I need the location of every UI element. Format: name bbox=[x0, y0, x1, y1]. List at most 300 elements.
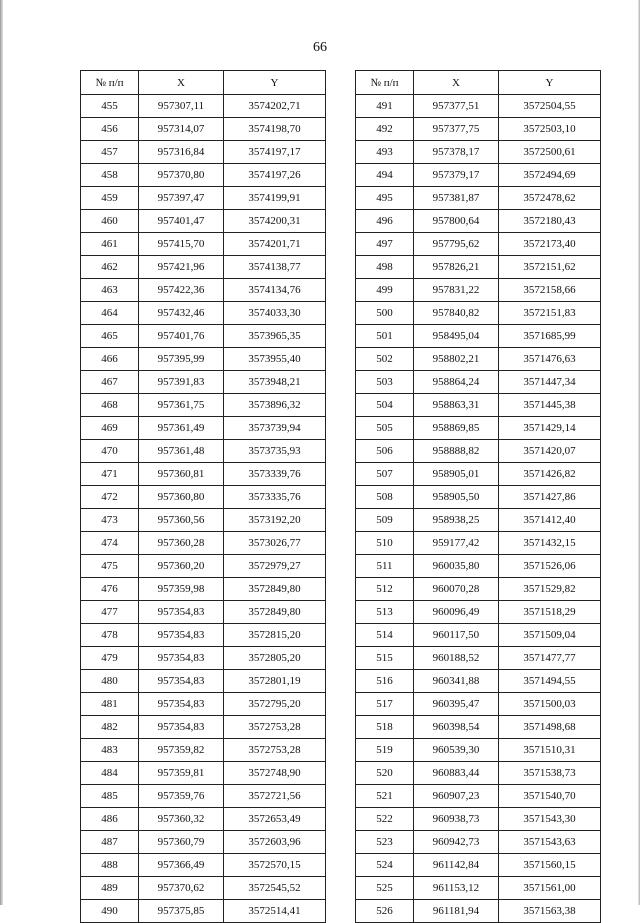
y-coordinate-cell: 3573026,77 bbox=[224, 532, 326, 555]
table-row bbox=[81, 279, 326, 302]
x-coordinate-cell: 957375,85 bbox=[139, 900, 224, 923]
point-number-cell: 495 bbox=[356, 187, 414, 210]
point-number-cell: 511 bbox=[356, 555, 414, 578]
x-coordinate-cell: 957401,47 bbox=[139, 210, 224, 233]
y-coordinate-cell: 3573948,21 bbox=[224, 371, 326, 394]
y-coordinate-cell: 3572801,19 bbox=[224, 670, 326, 693]
point-number-cell: 523 bbox=[356, 831, 414, 854]
x-coordinate-cell: 957360,80 bbox=[139, 486, 224, 509]
y-coordinate-cell: 3572180,43 bbox=[499, 210, 601, 233]
point-number-cell: 497 bbox=[356, 233, 414, 256]
point-number-cell: 476 bbox=[81, 578, 139, 601]
table-row bbox=[81, 348, 326, 371]
x-coordinate-cell: 960070,28 bbox=[414, 578, 499, 601]
point-number-cell: 486 bbox=[81, 808, 139, 831]
point-number-cell: 506 bbox=[356, 440, 414, 463]
y-coordinate-cell: 3572151,62 bbox=[499, 256, 601, 279]
x-coordinate-cell: 958495,04 bbox=[414, 325, 499, 348]
point-number-cell: 521 bbox=[356, 785, 414, 808]
y-coordinate-cell: 3572151,83 bbox=[499, 302, 601, 325]
header-num: № п/п bbox=[356, 71, 414, 95]
x-coordinate-cell: 957360,32 bbox=[139, 808, 224, 831]
scan-edge-left bbox=[0, 0, 3, 905]
table-row bbox=[356, 394, 601, 417]
header-x: X bbox=[139, 71, 224, 95]
table-row bbox=[81, 647, 326, 670]
x-coordinate-cell: 960395,47 bbox=[414, 693, 499, 716]
y-coordinate-cell: 3571526,06 bbox=[499, 555, 601, 578]
x-coordinate-cell: 957360,28 bbox=[139, 532, 224, 555]
table-row bbox=[81, 670, 326, 693]
y-coordinate-cell: 3571561,00 bbox=[499, 877, 601, 900]
y-coordinate-cell: 3571427,86 bbox=[499, 486, 601, 509]
table-row bbox=[81, 532, 326, 555]
point-number-cell: 496 bbox=[356, 210, 414, 233]
x-coordinate-cell: 957422,36 bbox=[139, 279, 224, 302]
x-coordinate-cell: 958905,50 bbox=[414, 486, 499, 509]
table-row bbox=[356, 233, 601, 256]
point-number-cell: 492 bbox=[356, 118, 414, 141]
point-number-cell: 461 bbox=[81, 233, 139, 256]
point-number-cell: 471 bbox=[81, 463, 139, 486]
table-row bbox=[81, 302, 326, 325]
table-row bbox=[356, 463, 601, 486]
table-row bbox=[356, 555, 601, 578]
x-coordinate-cell: 957359,98 bbox=[139, 578, 224, 601]
point-number-cell: 487 bbox=[81, 831, 139, 854]
x-coordinate-cell: 957432,46 bbox=[139, 302, 224, 325]
table-row bbox=[356, 187, 601, 210]
table-row bbox=[356, 900, 601, 923]
x-coordinate-cell: 957401,76 bbox=[139, 325, 224, 348]
x-coordinate-cell: 961142,84 bbox=[414, 854, 499, 877]
x-coordinate-cell: 957354,83 bbox=[139, 716, 224, 739]
table-row bbox=[356, 118, 601, 141]
table-row bbox=[81, 256, 326, 279]
x-coordinate-cell: 960883,44 bbox=[414, 762, 499, 785]
header-y: Y bbox=[224, 71, 326, 95]
y-coordinate-cell: 3574134,76 bbox=[224, 279, 326, 302]
point-number-cell: 462 bbox=[81, 256, 139, 279]
x-coordinate-cell: 957316,84 bbox=[139, 141, 224, 164]
y-coordinate-cell: 3574197,26 bbox=[224, 164, 326, 187]
table-row bbox=[356, 371, 601, 394]
y-coordinate-cell: 3573896,32 bbox=[224, 394, 326, 417]
x-coordinate-cell: 957391,83 bbox=[139, 371, 224, 394]
point-number-cell: 517 bbox=[356, 693, 414, 716]
table-row bbox=[81, 417, 326, 440]
point-number-cell: 457 bbox=[81, 141, 139, 164]
x-coordinate-cell: 957366,49 bbox=[139, 854, 224, 877]
point-number-cell: 472 bbox=[81, 486, 139, 509]
y-coordinate-cell: 3571518,29 bbox=[499, 601, 601, 624]
x-coordinate-cell: 961181,94 bbox=[414, 900, 499, 923]
point-number-cell: 482 bbox=[81, 716, 139, 739]
y-coordinate-cell: 3572504,55 bbox=[499, 95, 601, 118]
y-coordinate-cell: 3571447,34 bbox=[499, 371, 601, 394]
table-body-right bbox=[356, 71, 601, 923]
point-number-cell: 466 bbox=[81, 348, 139, 371]
x-coordinate-cell: 957359,82 bbox=[139, 739, 224, 762]
table-row bbox=[81, 900, 326, 923]
x-coordinate-cell: 960942,73 bbox=[414, 831, 499, 854]
point-number-cell: 489 bbox=[81, 877, 139, 900]
point-number-cell: 520 bbox=[356, 762, 414, 785]
point-number-cell: 459 bbox=[81, 187, 139, 210]
y-coordinate-cell: 3574033,30 bbox=[224, 302, 326, 325]
point-number-cell: 518 bbox=[356, 716, 414, 739]
point-number-cell: 469 bbox=[81, 417, 139, 440]
point-number-cell: 514 bbox=[356, 624, 414, 647]
table-row bbox=[81, 854, 326, 877]
y-coordinate-cell: 3572653,49 bbox=[224, 808, 326, 831]
point-number-cell: 512 bbox=[356, 578, 414, 601]
point-number-cell: 509 bbox=[356, 509, 414, 532]
table-row bbox=[356, 325, 601, 348]
x-coordinate-cell: 960188,52 bbox=[414, 647, 499, 670]
y-coordinate-cell: 3571429,14 bbox=[499, 417, 601, 440]
table-row bbox=[81, 509, 326, 532]
y-coordinate-cell: 3571563,38 bbox=[499, 900, 601, 923]
x-coordinate-cell: 960117,50 bbox=[414, 624, 499, 647]
x-coordinate-cell: 958863,31 bbox=[414, 394, 499, 417]
point-number-cell: 504 bbox=[356, 394, 414, 417]
point-number-cell: 458 bbox=[81, 164, 139, 187]
point-number-cell: 507 bbox=[356, 463, 414, 486]
table-row bbox=[81, 739, 326, 762]
table-row bbox=[81, 486, 326, 509]
coordinates-table-left bbox=[80, 70, 326, 923]
table-row bbox=[356, 486, 601, 509]
point-number-cell: 455 bbox=[81, 95, 139, 118]
x-coordinate-cell: 957360,79 bbox=[139, 831, 224, 854]
y-coordinate-cell: 3571510,31 bbox=[499, 739, 601, 762]
point-number-cell: 510 bbox=[356, 532, 414, 555]
y-coordinate-cell: 3572849,80 bbox=[224, 601, 326, 624]
point-number-cell: 508 bbox=[356, 486, 414, 509]
y-coordinate-cell: 3574202,71 bbox=[224, 95, 326, 118]
table-row bbox=[356, 739, 601, 762]
x-coordinate-cell: 957397,47 bbox=[139, 187, 224, 210]
table-row bbox=[356, 670, 601, 693]
table-row bbox=[356, 509, 601, 532]
y-coordinate-cell: 3572478,62 bbox=[499, 187, 601, 210]
x-coordinate-cell: 957800,64 bbox=[414, 210, 499, 233]
x-coordinate-cell: 957360,81 bbox=[139, 463, 224, 486]
point-number-cell: 524 bbox=[356, 854, 414, 877]
y-coordinate-cell: 3572545,52 bbox=[224, 877, 326, 900]
y-coordinate-cell: 3574197,17 bbox=[224, 141, 326, 164]
point-number-cell: 463 bbox=[81, 279, 139, 302]
table-row bbox=[81, 394, 326, 417]
table-row bbox=[356, 348, 601, 371]
table-row bbox=[356, 601, 601, 624]
table-row bbox=[81, 831, 326, 854]
x-coordinate-cell: 957360,56 bbox=[139, 509, 224, 532]
y-coordinate-cell: 3571500,03 bbox=[499, 693, 601, 716]
table-row bbox=[81, 555, 326, 578]
table-row bbox=[81, 233, 326, 256]
x-coordinate-cell: 961153,12 bbox=[414, 877, 499, 900]
x-coordinate-cell: 957840,82 bbox=[414, 302, 499, 325]
point-number-cell: 488 bbox=[81, 854, 139, 877]
header-x: X bbox=[414, 71, 499, 95]
point-number-cell: 468 bbox=[81, 394, 139, 417]
y-coordinate-cell: 3574198,70 bbox=[224, 118, 326, 141]
x-coordinate-cell: 957377,75 bbox=[414, 118, 499, 141]
point-number-cell: 525 bbox=[356, 877, 414, 900]
y-coordinate-cell: 3573955,40 bbox=[224, 348, 326, 371]
point-number-cell: 467 bbox=[81, 371, 139, 394]
point-number-cell: 479 bbox=[81, 647, 139, 670]
x-coordinate-cell: 957354,83 bbox=[139, 624, 224, 647]
table-row bbox=[81, 785, 326, 808]
point-number-cell: 499 bbox=[356, 279, 414, 302]
point-number-cell: 516 bbox=[356, 670, 414, 693]
point-number-cell: 515 bbox=[356, 647, 414, 670]
table-row bbox=[81, 624, 326, 647]
table-row bbox=[356, 877, 601, 900]
table-row bbox=[356, 762, 601, 785]
table-row bbox=[81, 325, 326, 348]
table-row bbox=[81, 141, 326, 164]
y-coordinate-cell: 3571540,70 bbox=[499, 785, 601, 808]
table-row bbox=[81, 693, 326, 716]
y-coordinate-cell: 3572503,10 bbox=[499, 118, 601, 141]
point-number-cell: 493 bbox=[356, 141, 414, 164]
table-row bbox=[81, 440, 326, 463]
table-row bbox=[81, 95, 326, 118]
point-number-cell: 478 bbox=[81, 624, 139, 647]
table-row bbox=[81, 578, 326, 601]
y-coordinate-cell: 3571494,55 bbox=[499, 670, 601, 693]
table-body-left bbox=[81, 71, 326, 923]
y-coordinate-cell: 3571412,40 bbox=[499, 509, 601, 532]
table-row bbox=[81, 187, 326, 210]
x-coordinate-cell: 960096,49 bbox=[414, 601, 499, 624]
header-y: Y bbox=[499, 71, 601, 95]
x-coordinate-cell: 957381,87 bbox=[414, 187, 499, 210]
table-row bbox=[356, 854, 601, 877]
y-coordinate-cell: 3571432,15 bbox=[499, 532, 601, 555]
table-row bbox=[81, 164, 326, 187]
point-number-cell: 480 bbox=[81, 670, 139, 693]
table-row bbox=[356, 417, 601, 440]
x-coordinate-cell: 958938,25 bbox=[414, 509, 499, 532]
table-row bbox=[356, 647, 601, 670]
table-row bbox=[356, 808, 601, 831]
y-coordinate-cell: 3572158,66 bbox=[499, 279, 601, 302]
point-number-cell: 474 bbox=[81, 532, 139, 555]
y-coordinate-cell: 3571498,68 bbox=[499, 716, 601, 739]
table-row bbox=[356, 95, 601, 118]
y-coordinate-cell: 3571560,15 bbox=[499, 854, 601, 877]
y-coordinate-cell: 3574201,71 bbox=[224, 233, 326, 256]
y-coordinate-cell: 3572815,20 bbox=[224, 624, 326, 647]
point-number-cell: 522 bbox=[356, 808, 414, 831]
x-coordinate-cell: 957314,07 bbox=[139, 118, 224, 141]
y-coordinate-cell: 3572748,90 bbox=[224, 762, 326, 785]
table-row bbox=[356, 716, 601, 739]
table-row bbox=[356, 532, 601, 555]
point-number-cell: 505 bbox=[356, 417, 414, 440]
point-number-cell: 456 bbox=[81, 118, 139, 141]
table-row bbox=[356, 279, 601, 302]
y-coordinate-cell: 3571426,82 bbox=[499, 463, 601, 486]
point-number-cell: 491 bbox=[356, 95, 414, 118]
point-number-cell: 484 bbox=[81, 762, 139, 785]
x-coordinate-cell: 957354,83 bbox=[139, 601, 224, 624]
point-number-cell: 519 bbox=[356, 739, 414, 762]
y-coordinate-cell: 3572979,27 bbox=[224, 555, 326, 578]
x-coordinate-cell: 957359,76 bbox=[139, 785, 224, 808]
y-coordinate-cell: 3571529,82 bbox=[499, 578, 601, 601]
y-coordinate-cell: 3574138,77 bbox=[224, 256, 326, 279]
point-number-cell: 473 bbox=[81, 509, 139, 532]
y-coordinate-cell: 3572173,40 bbox=[499, 233, 601, 256]
table-row bbox=[81, 601, 326, 624]
x-coordinate-cell: 957370,80 bbox=[139, 164, 224, 187]
x-coordinate-cell: 958869,85 bbox=[414, 417, 499, 440]
header-num: № п/п bbox=[81, 71, 139, 95]
y-coordinate-cell: 3573739,94 bbox=[224, 417, 326, 440]
header-row bbox=[81, 71, 326, 95]
table-row bbox=[81, 371, 326, 394]
y-coordinate-cell: 3572753,28 bbox=[224, 716, 326, 739]
y-coordinate-cell: 3572805,20 bbox=[224, 647, 326, 670]
x-coordinate-cell: 957395,99 bbox=[139, 348, 224, 371]
x-coordinate-cell: 958905,01 bbox=[414, 463, 499, 486]
y-coordinate-cell: 3573735,93 bbox=[224, 440, 326, 463]
x-coordinate-cell: 957379,17 bbox=[414, 164, 499, 187]
x-coordinate-cell: 957826,21 bbox=[414, 256, 499, 279]
point-number-cell: 494 bbox=[356, 164, 414, 187]
point-number-cell: 513 bbox=[356, 601, 414, 624]
y-coordinate-cell: 3573965,35 bbox=[224, 325, 326, 348]
point-number-cell: 526 bbox=[356, 900, 414, 923]
y-coordinate-cell: 3572753,28 bbox=[224, 739, 326, 762]
point-number-cell: 502 bbox=[356, 348, 414, 371]
table-row bbox=[356, 693, 601, 716]
coordinates-table-right bbox=[355, 70, 601, 923]
table-row bbox=[356, 440, 601, 463]
table-row bbox=[81, 762, 326, 785]
x-coordinate-cell: 960398,54 bbox=[414, 716, 499, 739]
x-coordinate-cell: 960938,73 bbox=[414, 808, 499, 831]
x-coordinate-cell: 957354,83 bbox=[139, 670, 224, 693]
x-coordinate-cell: 960539,30 bbox=[414, 739, 499, 762]
x-coordinate-cell: 960341,88 bbox=[414, 670, 499, 693]
table-row bbox=[356, 164, 601, 187]
table-row bbox=[81, 118, 326, 141]
page-number: 66 bbox=[313, 40, 327, 55]
y-coordinate-cell: 3571543,63 bbox=[499, 831, 601, 854]
table-row bbox=[81, 877, 326, 900]
y-coordinate-cell: 3572721,56 bbox=[224, 785, 326, 808]
point-number-cell: 460 bbox=[81, 210, 139, 233]
point-number-cell: 481 bbox=[81, 693, 139, 716]
x-coordinate-cell: 957360,20 bbox=[139, 555, 224, 578]
table-row bbox=[356, 302, 601, 325]
y-coordinate-cell: 3572849,80 bbox=[224, 578, 326, 601]
x-coordinate-cell: 957370,62 bbox=[139, 877, 224, 900]
x-coordinate-cell: 957415,70 bbox=[139, 233, 224, 256]
point-number-cell: 475 bbox=[81, 555, 139, 578]
table-row bbox=[356, 785, 601, 808]
y-coordinate-cell: 3572494,69 bbox=[499, 164, 601, 187]
point-number-cell: 503 bbox=[356, 371, 414, 394]
y-coordinate-cell: 3572514,41 bbox=[224, 900, 326, 923]
y-coordinate-cell: 3571445,38 bbox=[499, 394, 601, 417]
y-coordinate-cell: 3573192,20 bbox=[224, 509, 326, 532]
y-coordinate-cell: 3571685,99 bbox=[499, 325, 601, 348]
y-coordinate-cell: 3573339,76 bbox=[224, 463, 326, 486]
table-row bbox=[81, 210, 326, 233]
x-coordinate-cell: 957354,83 bbox=[139, 693, 224, 716]
x-coordinate-cell: 957361,75 bbox=[139, 394, 224, 417]
x-coordinate-cell: 957421,96 bbox=[139, 256, 224, 279]
table-row bbox=[81, 463, 326, 486]
y-coordinate-cell: 3574200,31 bbox=[224, 210, 326, 233]
y-coordinate-cell: 3571477,77 bbox=[499, 647, 601, 670]
header-row bbox=[356, 71, 601, 95]
point-number-cell: 498 bbox=[356, 256, 414, 279]
y-coordinate-cell: 3572795,20 bbox=[224, 693, 326, 716]
table-row bbox=[356, 256, 601, 279]
x-coordinate-cell: 957307,11 bbox=[139, 95, 224, 118]
table-row bbox=[81, 716, 326, 739]
point-number-cell: 464 bbox=[81, 302, 139, 325]
y-coordinate-cell: 3571420,07 bbox=[499, 440, 601, 463]
point-number-cell: 485 bbox=[81, 785, 139, 808]
y-coordinate-cell: 3572570,15 bbox=[224, 854, 326, 877]
x-coordinate-cell: 957831,22 bbox=[414, 279, 499, 302]
x-coordinate-cell: 957361,48 bbox=[139, 440, 224, 463]
x-coordinate-cell: 959177,42 bbox=[414, 532, 499, 555]
table-row bbox=[356, 624, 601, 647]
point-number-cell: 465 bbox=[81, 325, 139, 348]
x-coordinate-cell: 957354,83 bbox=[139, 647, 224, 670]
table-row bbox=[356, 831, 601, 854]
x-coordinate-cell: 958864,24 bbox=[414, 371, 499, 394]
x-coordinate-cell: 957795,62 bbox=[414, 233, 499, 256]
x-coordinate-cell: 957378,17 bbox=[414, 141, 499, 164]
point-number-cell: 483 bbox=[81, 739, 139, 762]
y-coordinate-cell: 3573335,76 bbox=[224, 486, 326, 509]
x-coordinate-cell: 958802,21 bbox=[414, 348, 499, 371]
point-number-cell: 501 bbox=[356, 325, 414, 348]
point-number-cell: 470 bbox=[81, 440, 139, 463]
table-row bbox=[356, 578, 601, 601]
table-row bbox=[356, 210, 601, 233]
point-number-cell: 500 bbox=[356, 302, 414, 325]
y-coordinate-cell: 3571538,73 bbox=[499, 762, 601, 785]
x-coordinate-cell: 957359,81 bbox=[139, 762, 224, 785]
x-coordinate-cell: 960907,23 bbox=[414, 785, 499, 808]
y-coordinate-cell: 3572603,96 bbox=[224, 831, 326, 854]
point-number-cell: 490 bbox=[81, 900, 139, 923]
y-coordinate-cell: 3571476,63 bbox=[499, 348, 601, 371]
table-row bbox=[356, 141, 601, 164]
y-coordinate-cell: 3571509,04 bbox=[499, 624, 601, 647]
y-coordinate-cell: 3574199,91 bbox=[224, 187, 326, 210]
table-row bbox=[81, 808, 326, 831]
x-coordinate-cell: 957361,49 bbox=[139, 417, 224, 440]
x-coordinate-cell: 960035,80 bbox=[414, 555, 499, 578]
point-number-cell: 477 bbox=[81, 601, 139, 624]
y-coordinate-cell: 3571543,30 bbox=[499, 808, 601, 831]
x-coordinate-cell: 957377,51 bbox=[414, 95, 499, 118]
